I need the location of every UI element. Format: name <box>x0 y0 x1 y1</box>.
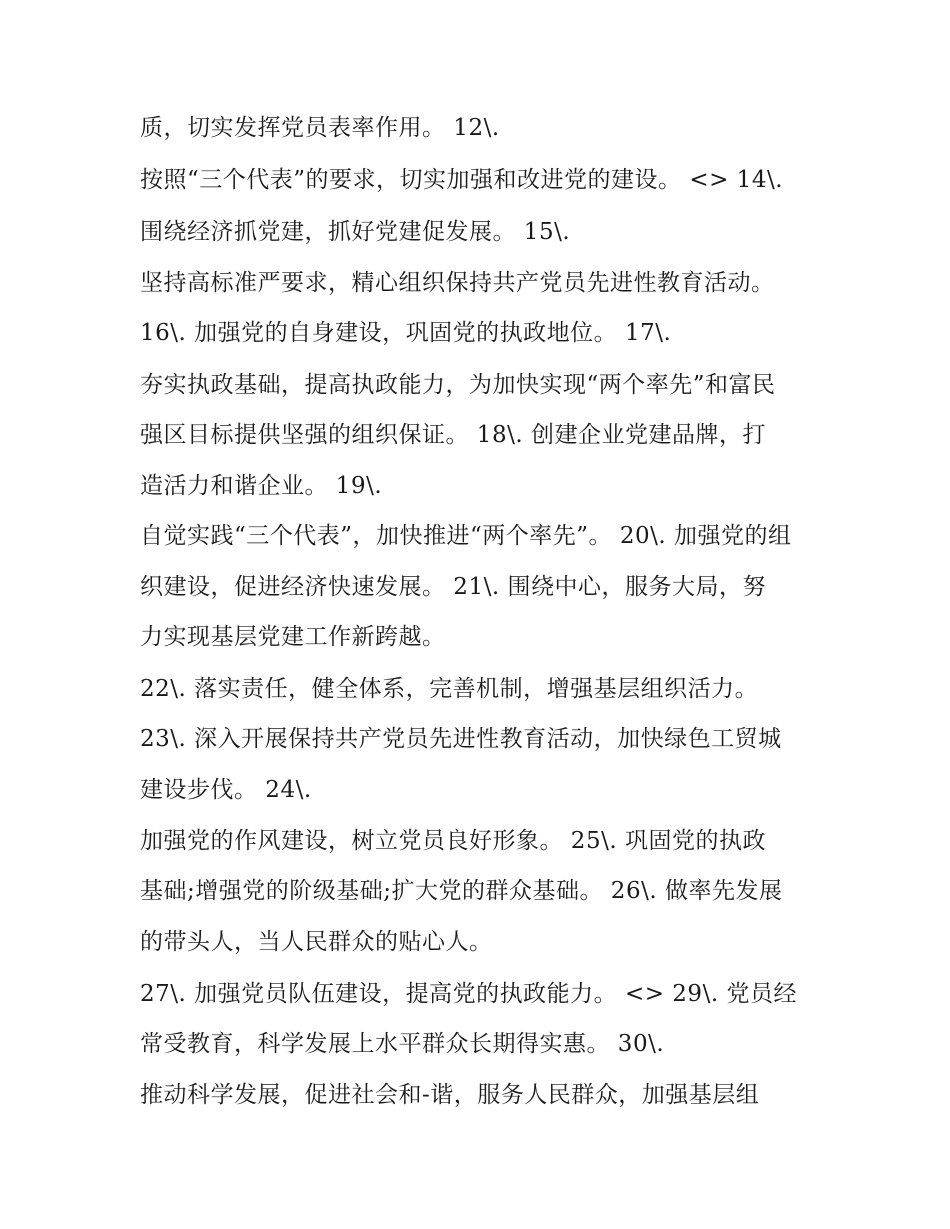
text-line: 质，切实发挥党员表率作用。 12\. <box>140 115 500 141</box>
text-line: 常受教育，科学发展上水平群众长期得实惠。 30\. <box>140 1031 665 1057</box>
text-line: 22\. 落实责任，健全体系，完善机制，增强基层组织活力。 <box>140 676 759 702</box>
text-line: 坚持高标准严要求，精心组织保持共产党员先进性教育活动。 <box>140 270 775 296</box>
text-line: 夯实执政基础，提高执政能力，为加快实现“两个率先”和富民 <box>140 372 776 398</box>
text-line: 23\. 深入开展保持共产党员先进性教育活动，加快绿色工贸城 <box>140 726 782 752</box>
text-line: 推动科学发展，促进社会和-谐，服务人民群众，加强基层组 <box>140 1082 760 1108</box>
text-line: 16\. 加强党的自身建设，巩固党的执政地位。 17\. <box>140 320 672 346</box>
text-line: 自觉实践“三个代表”，加快推进“两个率先”。 20\. 加强党的组 <box>140 523 792 549</box>
text-line: 织建设，促进经济快速发展。 21\. 围绕中心，服务大局，努 <box>140 574 766 600</box>
text-line: 加强党的作风建设，树立党员良好形象。 25\. 巩固党的执政 <box>140 828 766 854</box>
text-line: 力实现基层党建工作新跨越。 <box>140 624 446 650</box>
text-line: 建设步伐。 24\. <box>140 777 312 803</box>
text-line: 的带头人，当人民群众的贴心人。 <box>140 929 493 955</box>
text-line: 按照“三个代表”的要求，切实加强和改进党的建设。 <> 14\. <box>140 167 784 193</box>
text-line: 基础;增强党的阶级基础;扩大党的群众基础。 26\. 做率先发展 <box>140 878 783 904</box>
text-line: 27\. 加强党员队伍建设，提高党的执政能力。 <> 29\. 党员经 <box>140 981 797 1007</box>
text-line: 强区目标提供坚强的组织保证。 18\. 创建企业党建品牌，打 <box>140 422 766 448</box>
text-line: 造活力和谐企业。 19\. <box>140 473 383 499</box>
text-line: 围绕经济抓党建，抓好党建促发展。 15\. <box>140 219 571 245</box>
